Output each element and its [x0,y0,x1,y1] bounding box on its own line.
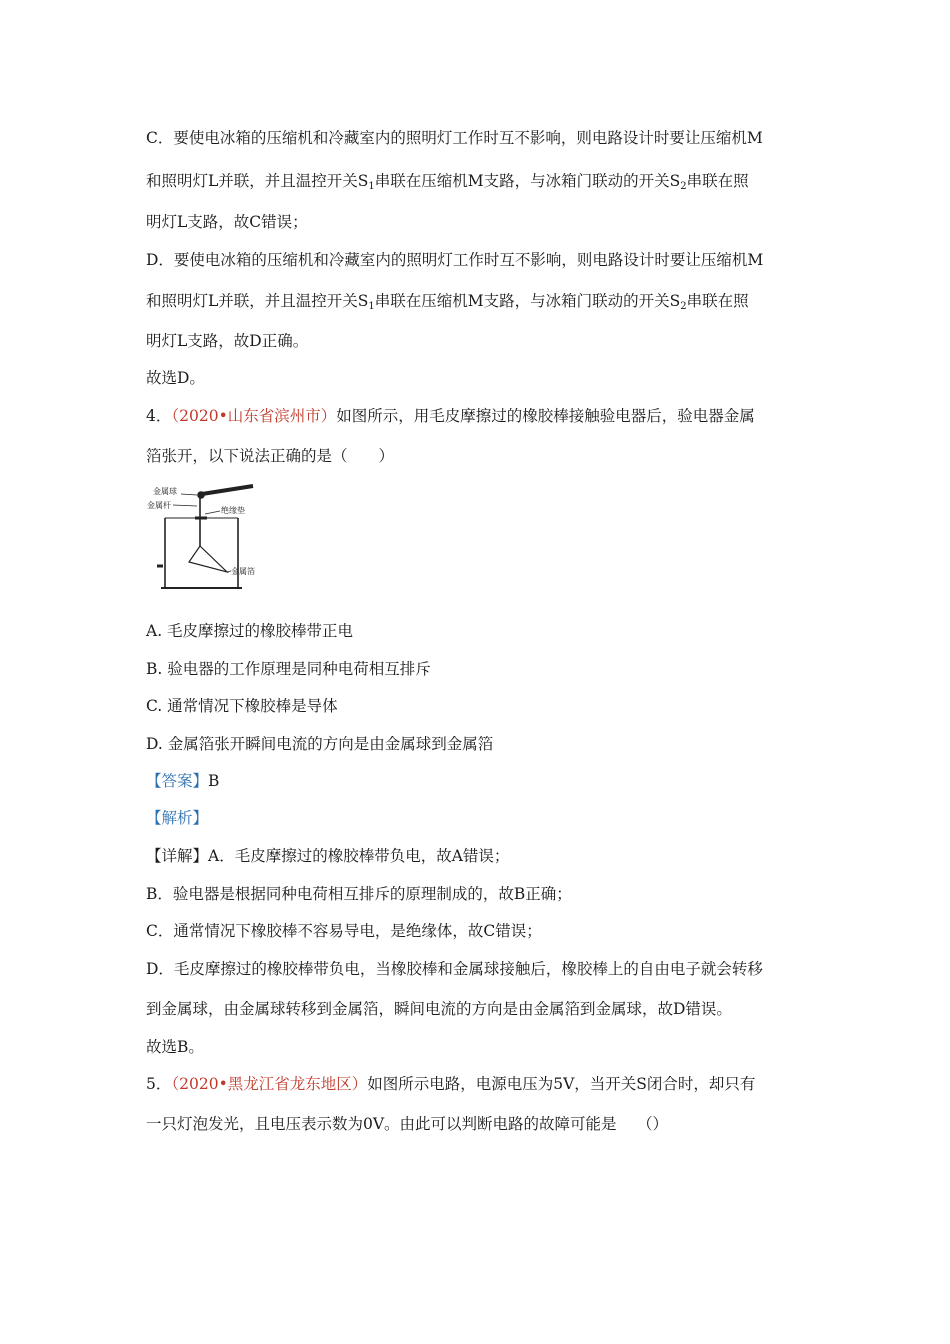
metal-ball [198,492,204,498]
q4-conclusion: 故选B。 [146,1038,204,1056]
q4-detail-d-line2: 到金属球，由金属球转移到金属箔，瞬间电流的方向是由金属箔到金属球，故D错误。 [146,1000,732,1018]
q4-option-c: C. 通常情况下橡胶棒是导体 [146,697,338,715]
answer-value: B [208,772,220,790]
detail-tag: 【详解】 [146,847,209,865]
prev-option-c-line1: C．要使电冰箱的压缩机和冷藏室内的照明灯工作时互不影响，则电路设计时要让压缩机M [146,129,763,147]
answer-tag: 【答案】 [146,772,209,790]
q4-number: 4． [146,407,172,425]
label-metal-ball: 金属球 [153,487,177,496]
q4-detail-a: 【详解】A．毛皮摩擦过的橡胶棒带负电，故A错误； [146,847,510,865]
electroscope-figure [145,480,270,595]
prev-conclusion: 故选D。 [146,369,205,387]
q4-detail-d-line1: D．毛皮摩擦过的橡胶棒带负电，当橡胶棒和金属球接触后，橡胶棒上的自由电子就会转移 [146,960,763,978]
prev-option-d-line3: 明灯L支路，故D正确。 [146,332,309,350]
q4-analysis-tag: 【解析】 [146,809,209,827]
rubber-rod [202,486,253,494]
q4-stem-line2: 箔张开，以下说法正确的是（ ） [146,447,395,465]
q4-option-b: B. 验电器的工作原理是同种电荷相互排斥 [146,660,431,678]
label-metal-foil: 金属箔 [231,567,255,576]
q5-stem-line2: 一只灯泡发光，且电压表示数为0V。由此可以判断电路的故障可能是 （） [146,1115,668,1133]
q5-stem-line1: 5．（2020•黑龙江省龙东地区）如图所示电路，电源电压为5V，当开关S闭合时，却只有 [146,1075,756,1093]
q4-detail-c: C．通常情况下橡胶棒不容易导电，是绝缘体，故C错误； [146,922,542,940]
metal-foil [189,546,227,572]
prev-option-c-line3: 明灯L支路，故C错误； [146,213,308,231]
q5-number: 5． [146,1075,172,1093]
q5-source: （2020•黑龙江省龙东地区） [171,1075,368,1093]
label-metal-rod: 金属杆 [147,501,171,510]
glass-box [165,518,238,588]
prev-option-d-line2: 和照明灯L并联，并且温控开关$S_1$串联在压缩机M支路，与冰箱门联动的开关$S_2$串联在照 [146,292,749,312]
q4-detail-b: B．验电器是根据同种电荷相互排斥的原理制成的，故B正确； [146,885,572,903]
prev-option-c-line2: 和照明灯L并联，并且温控开关$S_1$串联在压缩机M支路，与冰箱门联动的开关$S_2$串联在照 [146,172,749,192]
q4-option-d: D. 金属箔张开瞬间电流的方向是由金属球到金属箔 [146,735,494,753]
label-insulator: 绝缘垫 [221,506,245,515]
q4-stem-line1: 4．（2020•山东省滨州市）如图所示，用毛皮摩擦过的橡胶棒接触验电器后，验电器金属 [146,407,755,425]
q4-source: （2020•山东省滨州市） [171,407,337,425]
q4-option-a: A. 毛皮摩擦过的橡胶棒带正电 [146,622,354,640]
q4-answer [146,771,219,791]
prev-option-d-line1: D．要使电冰箱的压缩机和冷藏室内的照明灯工作时互不影响，则电路设计时要让压缩机M [146,251,764,269]
